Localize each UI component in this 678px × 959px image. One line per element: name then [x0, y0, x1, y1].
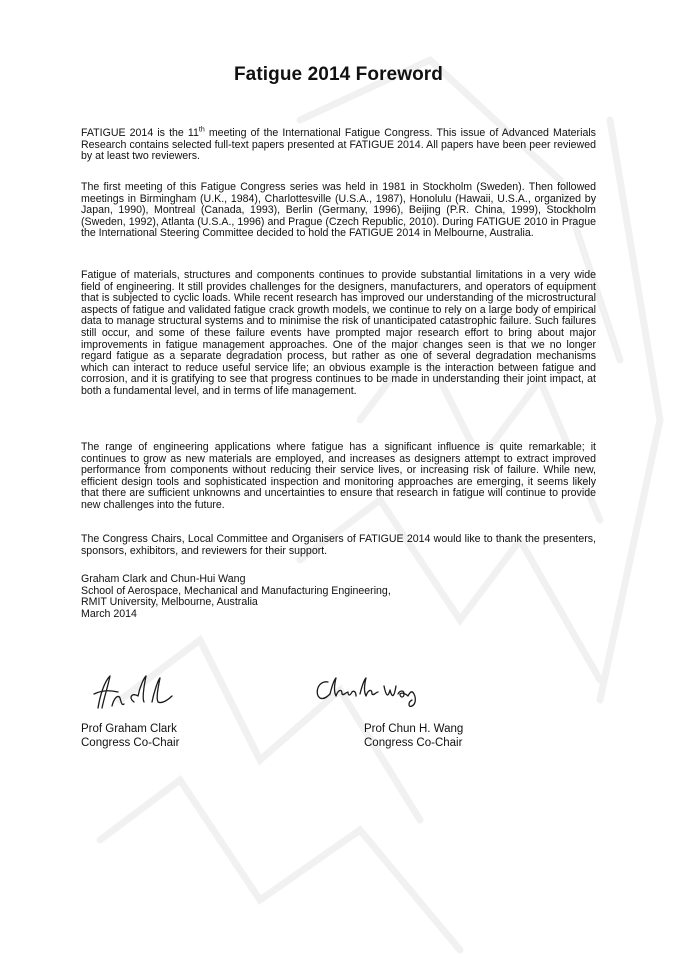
paragraph-fatigue: Fatigue of materials, structures and components continues to provide substantial limitations in a very wide field of engineering. It still provides challenges for the designers, manufacturers, and operators of equipment that is subjected to cyclic loads. While recent research has improved our understanding of the microstructural aspects of fatigue and validated fatigue crack growth models, we continue to rely on a large body of empirical data to manage structural systems and to minimise the risk of unanticipated catastrophic failure. Such failures still occur, and some of these failure events have prompted major research effort to bring about major improvements in fatigue management approaches. One of the major changes seen is that we no longer regard fatigue as a separate degradation process, but rather as one of several degradation mechanisms which can interact to reduce useful service life; an obvious example is the interaction between fatigue and corrosion, and it is gratifying to see that progress continues to be made in understanding their joint impact, at both a fundamental level, and in terms of life management. — [81, 269, 596, 397]
foreword-date: March 2014 — [81, 607, 137, 620]
signatory-right-name: Prof Chun H. Wang — [364, 723, 464, 735]
signatory-right-role: Congress Co-Chair — [364, 737, 463, 749]
signatory-left-role: Congress Co-Chair — [81, 737, 180, 749]
closing-block — [81, 574, 596, 620]
signatory-left-name: Prof Graham Clark — [81, 723, 177, 735]
signatory-left — [81, 722, 179, 750]
author-university: RMIT University, Melbourne, Australia — [81, 596, 258, 609]
intro-text-end: meeting of the International Fatigue Congress. This issue of Advanced Materials Research contains selected full-text papers presented at FATIGUE 2014. All papers have been peer reviewed by at least two reviewers. — [81, 127, 596, 163]
ordinal-superscript: th — [198, 126, 205, 134]
author-names: Graham Clark and Chun-Hui Wang — [81, 573, 246, 585]
paragraph-thanks: The Congress Chairs, Local Committee and Organisers of FATIGUE 2014 would like to thank the presenters, sponsors, exhibitors, and reviewers for their support. — [81, 533, 596, 557]
signature-chun-hui-wang — [312, 672, 424, 712]
signature-graham-clark — [88, 668, 180, 714]
signatory-right — [364, 722, 463, 750]
paragraph-history: The first meeting of this Fatigue Congress series was held in 1981 in Stockholm (Sweden). Then followed meetings in Birmingham (U.K., 1984), Charlottesville (U.S.A., 1987), Honolulu (Hawaii, U.S.A., organized by Japan, 1990), Montreal (Canada, 1993), Berlin (Germany, 1996), Beijing (P.R. China, 1999), Stockholm (Sweden, 1992), Atlanta (U.S.A., 1996) and Prague (Czech Republic, 2010). During FATIGUE 2010 in Prague the International Steering Committee decided to hold the FATIGUE 2014 in Melbourne, Australia. — [81, 181, 596, 240]
paragraph-intro — [81, 128, 596, 163]
paragraph-applications: The range of engineering applications where fatigue has a significant influence is quite remarkable; it continues to grow as new materials are employed, and increases as designers attempt to extract improved performance from components without reducing their service lives, or increasing risk of failure. While new, efficient design tools and sophisticated inspection and monitoring approaches are emerging, it seems likely that there are sufficient unknowns and uncertainties to ensure that research in fatigue will continue to provide new challenges into the future. — [81, 441, 596, 511]
intro-text-start: FATIGUE 2014 is the 11 — [81, 127, 199, 139]
author-school: School of Aerospace, Mechanical and Manufacturing Engineering, — [81, 584, 391, 597]
page-title: Fatigue 2014 Foreword — [233, 64, 444, 85]
